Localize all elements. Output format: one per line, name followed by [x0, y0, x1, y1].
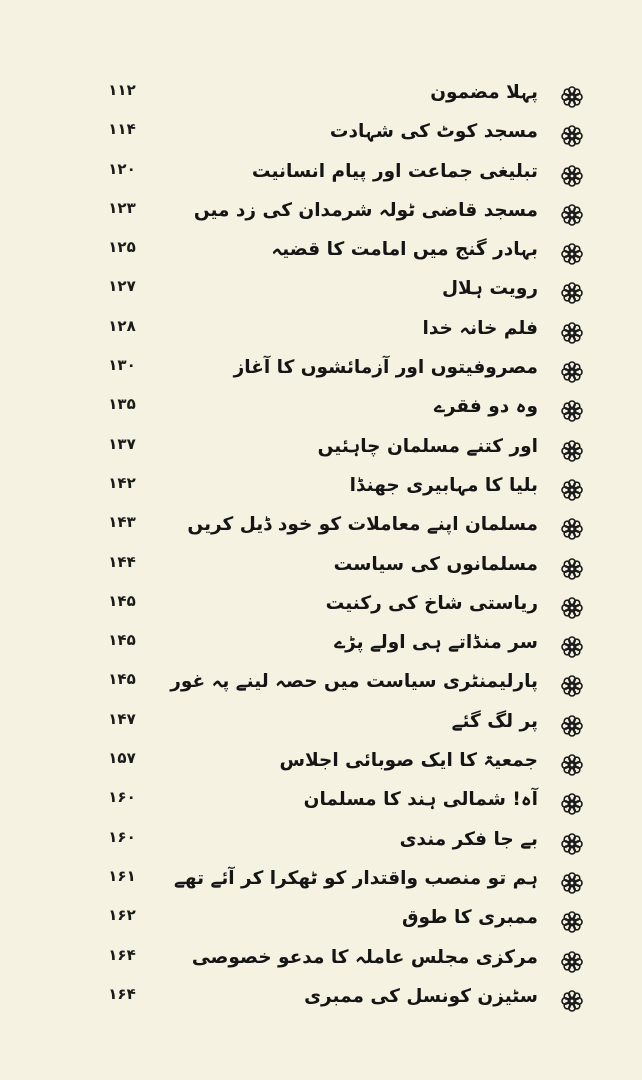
toc-entry — [0, 587, 642, 626]
toc-entry-page-number: ۱۲۵ — [108, 238, 136, 257]
toc-entry-page-number: ۱۳۷ — [108, 434, 136, 453]
toc-entry-page-number: ۱۶۲ — [108, 906, 136, 925]
flower-ornament-icon — [560, 596, 584, 620]
toc-entry — [0, 390, 642, 429]
toc-entry — [0, 783, 642, 822]
toc-entry-title: مسلمان اپنے معاملات کو خود ڈیل کریں — [187, 514, 538, 536]
toc-entry-title: بلیا کا مہابیری جھنڈا — [349, 474, 538, 496]
flower-ornament-icon — [560, 989, 584, 1013]
toc-entry-page-number: ۱۴۵ — [108, 670, 136, 689]
toc-entry-page-number: ۱۲۸ — [108, 316, 136, 335]
toc-entry — [0, 272, 642, 311]
toc-entry-title: اور کتنے مسلمان چاہئیں — [317, 435, 538, 457]
toc-entry-page-number: ۱۴۳ — [108, 513, 136, 532]
toc-entry-title: سٹیزن کونسل کی ممبری — [304, 985, 538, 1007]
toc-entry-title: مصروفیتوں اور آزمائشوں کا آغاز — [233, 357, 538, 379]
flower-ornament-icon — [560, 360, 584, 384]
flower-ornament-icon — [560, 242, 584, 266]
toc-entry — [0, 626, 642, 665]
toc-entry-page-number: ۱۴۷ — [108, 709, 136, 728]
toc-entry-title: تبلیغی جماعت اور پیام انسانیت — [251, 160, 538, 182]
flower-ornament-icon — [560, 164, 584, 188]
flower-ornament-icon — [560, 557, 584, 581]
toc-entry — [0, 980, 642, 1019]
flower-ornament-icon — [560, 753, 584, 777]
toc-entry-title: مسجد قاضی ٹولہ شرمدان کی زد میں — [193, 199, 538, 221]
toc-entry-title: بے جا فکر مندی — [399, 828, 538, 850]
toc-entry — [0, 233, 642, 272]
toc-entry-title: آہ! شمالی ہند کا مسلمان — [303, 789, 538, 811]
flower-ornament-icon — [560, 85, 584, 109]
toc-list — [0, 76, 642, 1019]
flower-ornament-icon — [560, 714, 584, 738]
toc-entry-title: ریاستی شاخ کی رکنیت — [325, 592, 538, 614]
flower-ornament-icon — [560, 281, 584, 305]
flower-ornament-icon — [560, 832, 584, 856]
flower-ornament-icon — [560, 950, 584, 974]
toc-entry-title: جمعیۃ کا ایک صوبائی اجلاس — [279, 750, 538, 772]
toc-entry-title: ممبری کا طوق — [401, 907, 538, 929]
flower-ornament-icon — [560, 321, 584, 345]
toc-entry — [0, 744, 642, 783]
toc-entry-page-number: ۱۲۰ — [108, 159, 136, 178]
toc-entry-page-number: ۱۶۰ — [108, 827, 136, 846]
toc-entry — [0, 155, 642, 194]
toc-entry-title: پارلیمنٹری سیاست میں حصہ لینے پہ غور — [170, 671, 538, 693]
toc-entry-title: مسلمانوں کی سیاست — [333, 553, 538, 575]
toc-entry-title: فلم خانہ خدا — [422, 317, 538, 339]
flower-ornament-icon — [560, 792, 584, 816]
flower-ornament-icon — [560, 399, 584, 423]
toc-entry-title: پر لگ گئے — [451, 710, 538, 732]
toc-entry-page-number: ۱۶۰ — [108, 788, 136, 807]
toc-entry-title: ہم تو منصب واقتدار کو ٹھکرا کر آئے تھے — [174, 867, 538, 889]
toc-entry — [0, 862, 642, 901]
toc-entry-page-number: ۱۴۵ — [108, 591, 136, 610]
flower-ornament-icon — [560, 871, 584, 895]
flower-ornament-icon — [560, 478, 584, 502]
toc-entry-title: وہ دو فقرے — [434, 396, 538, 418]
toc-entry-page-number: ۱۶۴ — [108, 984, 136, 1003]
flower-ornament-icon — [560, 124, 584, 148]
toc-entry-page-number: ۱۵۷ — [108, 749, 136, 768]
toc-entry — [0, 508, 642, 547]
toc-entry — [0, 941, 642, 980]
toc-entry-page-number: ۱۱۲ — [108, 81, 136, 99]
flower-ornament-icon — [560, 439, 584, 463]
toc-entry-title: مرکزی مجلس عاملہ کا مدعو خصوصی — [191, 946, 538, 968]
toc-entry-title: رویت ہلال — [441, 278, 538, 300]
flower-ornament-icon — [560, 674, 584, 698]
toc-entry-page-number: ۱۳۵ — [108, 395, 136, 414]
toc-entry — [0, 351, 642, 390]
toc-entry-page-number: ۱۲۷ — [108, 277, 136, 296]
toc-entry — [0, 705, 642, 744]
toc-entry-page-number: ۱۳۰ — [108, 356, 136, 375]
toc-entry-page-number: ۱۱۴ — [108, 120, 136, 139]
flower-ornament-icon — [560, 910, 584, 934]
toc-entry-page-number: ۱۶۴ — [108, 945, 136, 964]
toc-entry — [0, 115, 642, 154]
toc-entry-page-number: ۱۴۴ — [108, 552, 136, 571]
flower-ornament-icon — [560, 635, 584, 659]
toc-entry — [0, 901, 642, 940]
flower-ornament-icon — [560, 203, 584, 227]
toc-entry-title: سر منڈاتے ہی اولے پڑے — [334, 632, 538, 654]
toc-entry — [0, 823, 642, 862]
toc-entry — [0, 430, 642, 469]
toc-entry — [0, 665, 642, 704]
toc-entry-title: بہادر گنج میں امامت کا قضیہ — [271, 239, 538, 261]
flower-ornament-icon — [560, 517, 584, 541]
toc-entry-page-number: ۱۶۱ — [108, 866, 136, 885]
toc-entry-page-number: ۱۲۳ — [108, 198, 136, 217]
toc-entry — [0, 76, 642, 115]
toc-entry — [0, 312, 642, 351]
toc-entry-page-number: ۱۴۵ — [108, 631, 136, 650]
toc-entry — [0, 194, 642, 233]
toc-entry — [0, 469, 642, 508]
toc-entry — [0, 548, 642, 587]
toc-entry-title: پہلا مضمون — [430, 82, 538, 103]
toc-entry-title: مسجد کوٹ کی شہادت — [329, 121, 538, 143]
toc-entry-page-number: ۱۴۲ — [108, 473, 136, 492]
